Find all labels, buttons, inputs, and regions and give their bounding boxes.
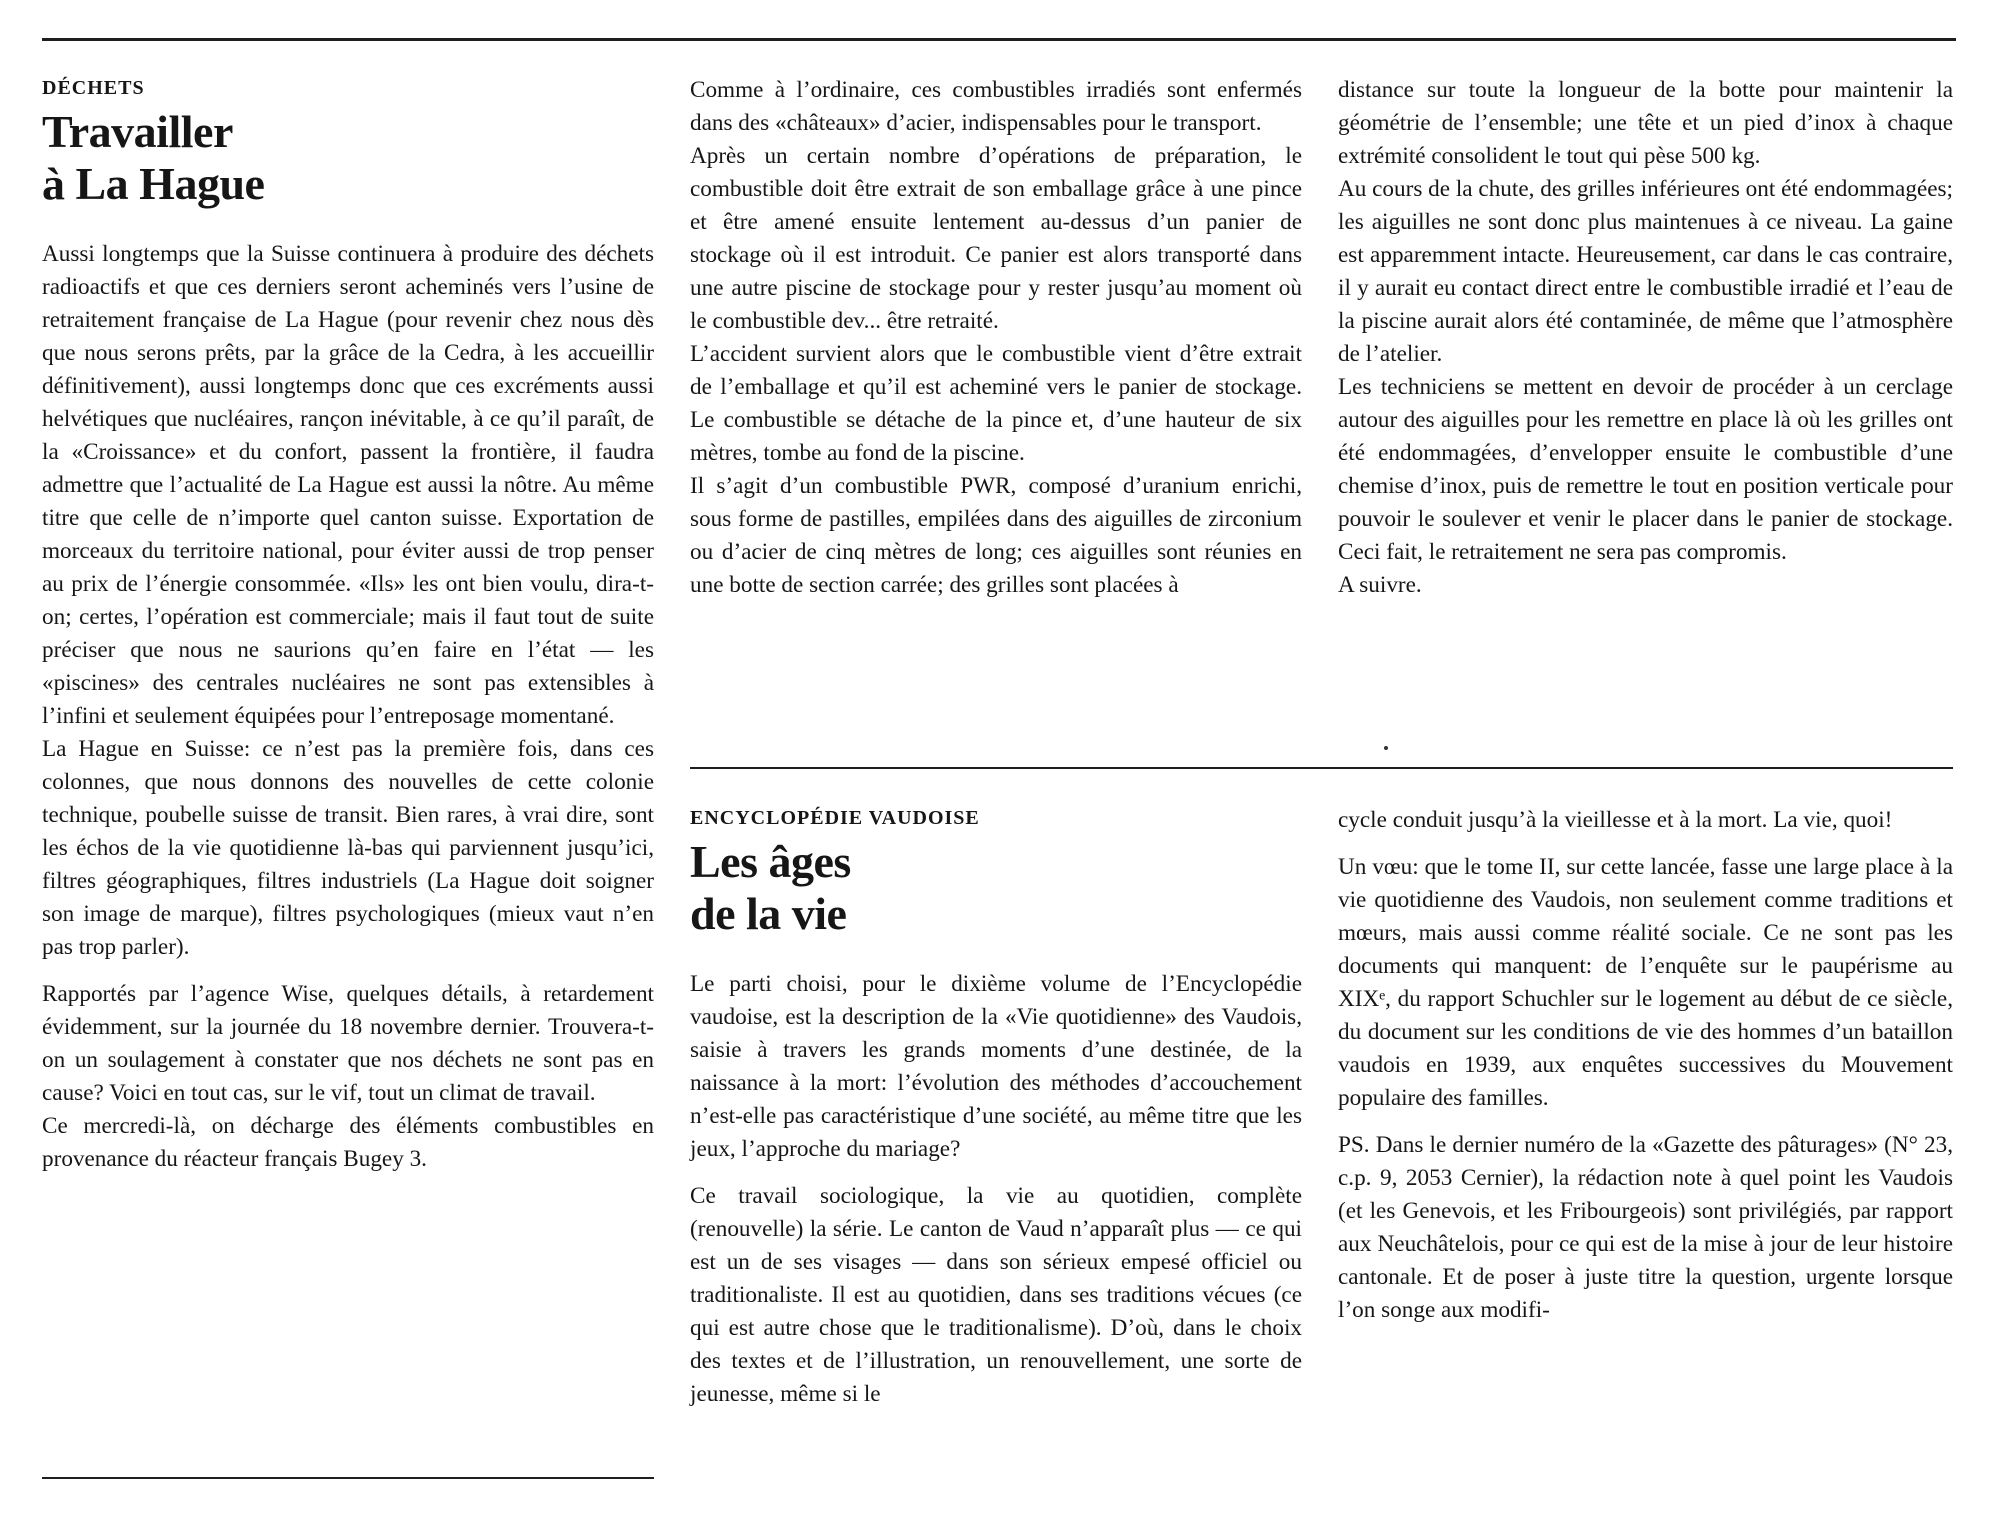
article1-headline [42,106,654,210]
article1-headline-line2: à La Hague [42,158,265,209]
article2-kicker: ENCYCLOPÉDIE VAUDOISE [690,807,980,829]
article1-column-1 [42,76,654,1176]
article1-column-2 [690,74,1302,602]
article1-paragraph: Comme à l’ordinaire, ces combustibles irradiés sont enfermés dans des «châteaux» d’acier, indispensables pour le transport. [690,77,1302,136]
article2-column-1 [690,806,1302,1411]
article2-paragraph: Le parti choisi, pour le dixième volume de l’Encyclopédie vaudoise, est la description de la «Vie quotidienne» des Vaudois, saisie à travers les grands moments d’une destinée, de la naissance à la mort: l’évolution des méthodes d’accouchement n’est-elle pas caractéristique d’une société, au même titre que les jeux, l’approche du mariage? [690,971,1302,1162]
section-divider-rule [690,767,1953,769]
article1-paragraph: Après un certain nombre d’opérations de préparation, le combustible doit être extrait de son emballage grâce à une pince et être amené ensuite lentement au-dessus d’un panier de stockage où il est introduit. Ce panier est alors transporté dans une autre piscine de stockage pour y rester jusqu’au moment où le combustible dev... être retraité. [690,143,1302,334]
bottom-rule [42,1477,654,1479]
article1-paragraph: L’accident survient alors que le combustible vient d’être extrait de l’emballage et qu’il est acheminé vers le panier de stockage. Le combustible se détache de la pince et, d’une hauteur de six mètres, tombe au fond de la piscine. [690,341,1302,466]
article1-headline-line1: Travailler [42,106,233,157]
article1-column-3 [1338,74,1953,602]
top-rule [42,38,1956,41]
article2-headline-line1: Les âges [690,836,851,887]
article1-paragraph: Aussi longtemps que la Suisse continuera à produire des déchets radioactifs et que ces derniers seront acheminés vers l’usine de retraitement française de La Hague (pour revenir chez nous dès que nous serons prêts, par la grâce de la Cedra, à les accueillir définitivement), aussi longtemps donc que ces excréments aussi helvétiques que nucléaires, rançon inévitable, à ce qu’il paraît, de la «Croissance» et du confort, passent la frontière, il faudra admettre que l’actualité de La Hague est aussi la nôtre. Au même titre que celle de n’importe quel canton suisse. Exportation de morceaux du territoire national, pour éviter aussi de trop penser au prix de l’énergie consommée. «Ils» les ont bien voulu, dira-t-on; certes, l’opération est commerciale; mais il faut tout de suite préciser que nous ne saurions qu’en faire en l’état — les «piscines» des centrales nucléaires ne sont pas extensibles à l’infini et seulement équipées pour l’entreposage momentané. [42,241,654,729]
article1-paragraph: Les techniciens se mettent en devoir de procéder à un cerclage autour des aiguilles pour les remettre en place là où les grilles ont été endommagées, d’envelopper ensuite le combustible d’une chemise d’inox, puis de remettre le tout en position verticale pour pouvoir le soulever et venir le placer dans le panier de stockage. Ceci fait, le retraitement ne sera pas compromis. [1338,374,1953,565]
article1-kicker: DÉCHETS [42,77,145,99]
article2-column-2 [1338,804,1953,1327]
article2-paragraph: Ce travail sociologique, la vie au quotidien, complète (renouvelle) la série. Le canton de Vaud n’apparaît plus — ce qui est un de ses visages — dans son sérieux empesé officiel ou traditionaliste. Il est au quotidien, dans ses traditions vécues (ce qui est autre chose que le traditionalisme). D’où, dans le choix des textes et de l’illustration, un renouvellement, une sorte de jeunesse, même si le [690,1183,1302,1407]
article2-headline-line2: de la vie [690,888,847,939]
article1-paragraph: La Hague en Suisse: ce n’est pas la première fois, dans ces colonnes, que nous donnons des nouvelles de cette colonie technique, poubelle suisse de transit. Bien rares, à vrai dire, sont les échos de la vie quotidienne là-bas qui parviennent jusqu’ici, filtres géographiques, filtres industriels (La Hague doit soigner son image de marque), filtres psychologiques (mieux vaut n’en pas trop parler). [42,736,654,960]
stray-dot [1384,746,1388,750]
article1-paragraph: Au cours de la chute, des grilles inférieures ont été endommagées; les aiguilles ne sont donc plus maintenues à ce niveau. La gaine est apparemment intacte. Heureusement, car dans le cas contraire, il y aurait eu contact direct entre le combustible irradié et l’eau de la piscine aurait alors été contaminée, de même que l’atmosphère de l’atelier. [1338,176,1953,367]
article2-paragraph: cycle conduit jusqu’à la vieillesse et à la mort. La vie, quoi! [1338,807,1893,833]
article2-headline [690,836,1302,940]
article1-paragraph: Il s’agit d’un combustible PWR, composé d’uranium enrichi, sous forme de pastilles, empilées dans des aiguilles de zirconium ou d’acier de cinq mètres de long; ces aiguilles sont réunies en une botte de section carrée; des grilles sont placées à [690,473,1302,598]
article2-paragraph: PS. Dans le dernier numéro de la «Gazette des pâturages» (N° 23, c.p. 9, 2053 Cernier), la rédaction note à quel point les Vaudois (et les Genevois, et les Fribourgeois) sont privilégiés, par rapport aux Neuchâtelois, pour ce qui est de la mise à jour de leur histoire cantonale. Et de poser à juste titre la question, urgente lorsque l’on songe aux modifi- [1338,1132,1953,1323]
article1-paragraph: Ce mercredi-là, on décharge des éléments combustibles en provenance du réacteur français Bugey 3. [42,1113,654,1172]
article2-paragraph: Un vœu: que le tome II, sur cette lancée, fasse une large place à la vie quotidienne des Vaudois, non seulement comme traditions et mœurs, mais aussi comme réalité sociale. Ce ne sont pas les documents qui manquent: de l’enquête sur le paupérisme au XIXᵉ, du rapport Schuchler sur le logement au début de ce siècle, du document sur les conditions de vie des hommes d’un bataillon vaudois en 1939, aux enquêtes successives du Mouvement populaire des familles. [1338,854,1953,1111]
article1-paragraph: Rapportés par l’agence Wise, quelques détails, à retardement évidemment, sur la journée du 18 novembre dernier. Trouvera-t-on un soulagement à constater que nos déchets ne sont pas en cause? Voici en tout cas, sur le vif, tout un climat de travail. [42,981,654,1106]
article1-paragraph: distance sur toute la longueur de la botte pour maintenir la géométrie de l’ensemble; une tête et un pied d’inox à chaque extrémité consolident le tout qui pèse 500 kg. [1338,77,1953,169]
article1-signoff: A suivre. [1338,572,1422,598]
